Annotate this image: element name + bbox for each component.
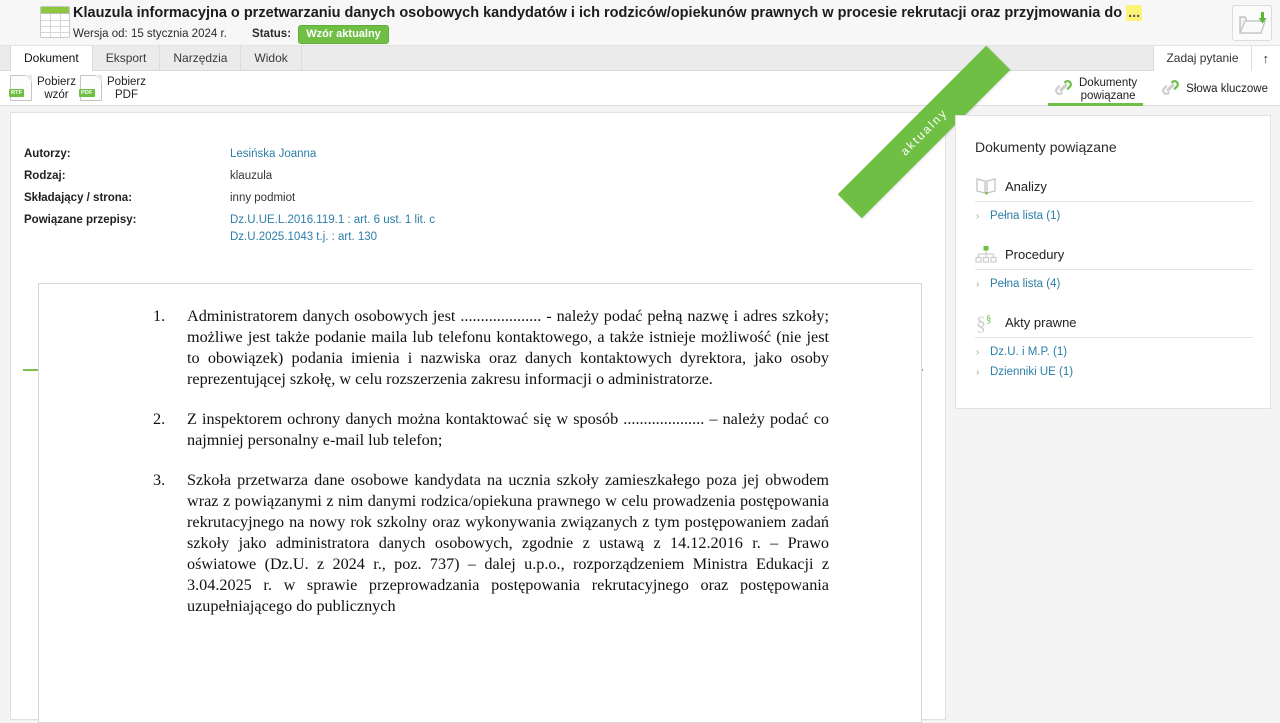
main-content bbox=[0, 106, 1280, 720]
metadata-value-skladajacy: inny podmiot bbox=[230, 192, 435, 214]
sidebar-link-procedury-label: Pełna lista (4) bbox=[990, 278, 1060, 290]
metadata-key-rodzaj: Rodzaj: bbox=[24, 170, 230, 192]
download-template-label-line2: wzór bbox=[44, 89, 68, 101]
metadata-link-przepis-1[interactable]: Dz.U.UE.L.2016.119.1 : art. 6 ust. 1 lit. c bbox=[230, 214, 435, 227]
document-subline bbox=[73, 25, 389, 44]
status-ribbon-label: aktualny bbox=[838, 46, 1011, 219]
metadata-row-autorzy bbox=[24, 148, 435, 170]
sidebar-section-analizy bbox=[975, 178, 1253, 222]
rtf-file-icon-tag: RTF bbox=[9, 89, 24, 97]
download-template-label-line1: Pobierz bbox=[37, 76, 76, 88]
table-document-icon bbox=[40, 6, 70, 38]
clause-text: Administratorem danych osobowych jest .................... - należy podać pełną nazwę i adres szkoły; możliwe jest także podanie maila lub telefonu kontaktowego, a także istnieje możliwość (nie jest to obowiązek) podania imienia i nazwiska oraz danych kontaktowych dyrektora, jako osoby reprezentującej szkołę, w celu rozszerzenia zakresu informacji o administratorze. bbox=[187, 307, 829, 388]
page-title bbox=[73, 5, 1070, 22]
sidebar-link-analizy-pelna-lista[interactable] bbox=[975, 202, 1253, 222]
sidebar-link-dzu-imp[interactable] bbox=[975, 338, 1253, 358]
document-clause bbox=[149, 306, 829, 390]
version-label: Wersja od: 15 stycznia 2024 r. bbox=[73, 28, 227, 40]
tab-widok[interactable]: Widok bbox=[241, 46, 301, 71]
download-pdf-label-line1: Pobierz bbox=[107, 76, 146, 88]
sidebar-section-analizy-label: Analizy bbox=[1005, 179, 1047, 194]
chevron-right-icon: › bbox=[976, 279, 979, 290]
app-header bbox=[0, 0, 1280, 46]
folder-download-icon bbox=[1238, 11, 1268, 37]
sidebar-section-analizy-head bbox=[975, 178, 1253, 202]
toolbar-tab-dokumenty-label-line2: powiązane bbox=[1081, 90, 1136, 102]
download-template-button[interactable] bbox=[10, 73, 76, 105]
download-pdf-label-line2: PDF bbox=[115, 89, 138, 101]
svg-text:§: § bbox=[986, 313, 992, 325]
sidebar-section-procedury bbox=[975, 246, 1253, 290]
document-card bbox=[10, 112, 946, 720]
toolbar-tab-dokumenty-label-line1: Dokumenty bbox=[1079, 77, 1137, 89]
sidebar-section-procedury-head bbox=[975, 246, 1253, 270]
tab-narzedzia[interactable]: Narzędzia bbox=[160, 46, 241, 71]
book-icon bbox=[975, 176, 997, 200]
sidebar-link-dzienniki-ue-label: Dzienniki UE (1) bbox=[990, 366, 1073, 378]
clause-text: Z inspektorem ochrony danych można kontaktować się w sposób .................... – należy podać co najmniej personalny e-mail lub telefon; bbox=[187, 410, 829, 449]
document-page bbox=[38, 283, 922, 723]
status-badge: Wzór aktualny bbox=[298, 25, 389, 44]
chevron-right-icon: › bbox=[976, 347, 979, 358]
document-clause bbox=[149, 409, 829, 451]
metadata-row-rodzaj bbox=[24, 170, 435, 192]
page-title-text: Klauzula informacyjna o przetwarzaniu danych osobowych kandydatów i ich rodziców/opiekunów prawnych w procesie rekrutacji oraz przyjmowania do bbox=[73, 5, 1122, 21]
clause-number: 2. bbox=[153, 409, 165, 430]
chain-link-icon bbox=[1054, 78, 1073, 101]
tab-eksport[interactable]: Eksport bbox=[93, 46, 161, 71]
sidebar-link-procedury-pelna-lista[interactable] bbox=[975, 270, 1253, 290]
document-metadata bbox=[24, 148, 435, 253]
sidebar-link-analizy-label: Pełna lista (1) bbox=[990, 210, 1060, 222]
chevron-right-icon: › bbox=[976, 367, 979, 378]
clause-text: Szkoła przetwarza dane osobowe kandydata na ucznia szkoły zamieszkałego poza jej obwodem wraz z powiązanymi z nim danymi rodzica/opiekuna prawnego w celu prowadzenia postępowania rekrutacyjnego na nowy rok szkolny oraz wykonywania związanych z tym postępowaniem zadań szkoły jako administratora danych osobowych, zgodnie z ustawą z 14.12.2016 r. – Prawo oświatowe (Dz.U. z 2024 r., poz. 737) – dalej u.p.o., rozporządzeniem Ministra Edukacji z 3.04.2025 r. w sprawie przeprowadzania postępowania rekrutacyjnego oraz postępowania uzupełniającego do publicznych bbox=[187, 471, 829, 615]
sidebar-link-dzu-imp-label: Dz.U. i M.P. (1) bbox=[990, 346, 1067, 358]
svg-text:§: § bbox=[976, 313, 986, 335]
metadata-row-przepisy bbox=[24, 214, 435, 253]
rtf-file-icon bbox=[10, 75, 32, 101]
pdf-file-icon bbox=[80, 75, 102, 101]
tabstrip-right-buttons bbox=[1153, 46, 1280, 71]
title-truncation-marker: ... bbox=[1126, 5, 1142, 21]
toolbar-right-tabs bbox=[1042, 71, 1280, 106]
metadata-link-przepis-2[interactable]: Dz.U.2025.1043 t.j. : art. 130 bbox=[230, 231, 435, 244]
download-pdf-button[interactable] bbox=[80, 73, 146, 105]
related-documents-title: Dokumenty powiązane bbox=[975, 139, 1117, 155]
sidebar-link-dzienniki-ue[interactable] bbox=[975, 358, 1253, 378]
tab-dokument[interactable]: Dokument bbox=[10, 46, 93, 72]
document-body bbox=[149, 306, 829, 636]
ribbon-toolbar bbox=[0, 71, 1280, 106]
sidebar-section-procedury-label: Procedury bbox=[1005, 247, 1064, 262]
sidebar-section-akty-prawne-head bbox=[975, 314, 1253, 338]
related-documents-panel bbox=[955, 115, 1271, 409]
toolbar-tab-slowa-kluczowe[interactable] bbox=[1149, 71, 1280, 106]
clause-number: 3. bbox=[153, 470, 165, 491]
clause-number: 1. bbox=[153, 306, 165, 327]
pdf-file-icon-tag: PDF bbox=[79, 89, 95, 97]
metadata-value-rodzaj: klauzula bbox=[230, 170, 435, 192]
paragraph-icon bbox=[975, 312, 999, 338]
collapse-up-icon[interactable]: ↑ bbox=[1251, 46, 1280, 71]
metadata-key-przepisy: Powiązane przepisy: bbox=[24, 214, 230, 253]
toolbar-tab-slowa-kluczowe-label: Słowa kluczowe bbox=[1186, 83, 1268, 96]
metadata-key-autorzy: Autorzy: bbox=[24, 148, 230, 170]
document-clause bbox=[149, 470, 829, 617]
sidebar-section-akty-prawne bbox=[975, 314, 1253, 378]
chevron-right-icon: › bbox=[976, 211, 979, 222]
hierarchy-icon bbox=[975, 244, 999, 270]
sidebar-section-akty-prawne-label: Akty prawne bbox=[1005, 315, 1077, 330]
folder-download-button[interactable] bbox=[1232, 5, 1272, 41]
metadata-row-skladajacy bbox=[24, 192, 435, 214]
status-label: Status: bbox=[252, 28, 291, 40]
chain-link-icon bbox=[1161, 78, 1180, 101]
metadata-key-skladajacy: Składający / strona: bbox=[24, 192, 230, 214]
metadata-value-autorzy[interactable]: Lesińska Joanna bbox=[230, 148, 435, 161]
ask-question-button[interactable]: Zadaj pytanie bbox=[1153, 46, 1250, 71]
main-tabstrip bbox=[0, 46, 1280, 71]
toolbar-tab-dokumenty-powiazane[interactable] bbox=[1042, 71, 1149, 106]
